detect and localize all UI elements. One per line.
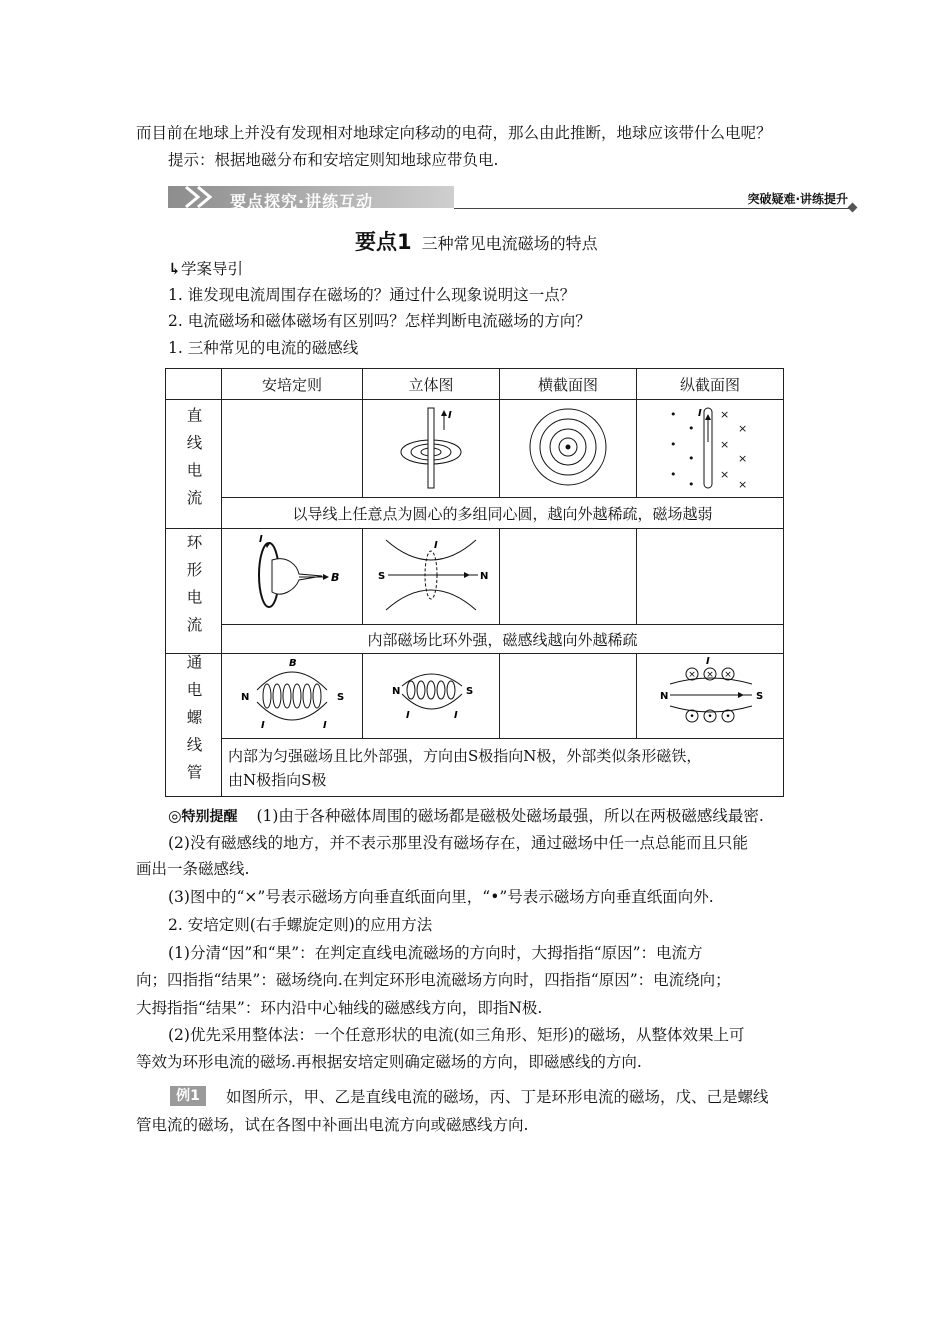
hint-text: 提示：根据地磁分布和安培定则知地球应带负电. (168, 151, 499, 169)
dot-symbol: • (670, 437, 677, 451)
ring-current-field-diagram (366, 530, 496, 620)
dot-symbol: • (689, 712, 695, 722)
method-line: 向；四指指“结果”：磁场绕向.在判定环形电流磁场方向时，四指指“原因”：电流绕向； (136, 971, 731, 989)
field-label: B (289, 658, 297, 669)
cell-empty (222, 400, 363, 498)
example-badge: 例1 (170, 1086, 206, 1106)
subheading-2: 2. 安培定则(右手螺旋定则)的应用方法 (168, 916, 433, 934)
cross-symbol: × (706, 670, 714, 680)
field-label: B (331, 570, 340, 584)
guide-label: 学案导引 (181, 260, 244, 278)
section-label: 要点1 (355, 230, 412, 254)
pole-label: N (480, 570, 489, 582)
row-label-text: 通电螺线管 (184, 654, 203, 792)
guide-arrow-icon: ↳ (168, 259, 181, 278)
current-label: I (448, 409, 452, 421)
method-line: 大拇指指“结果”：环内沿中心轴线的磁感线方向，即指N极. (136, 999, 543, 1017)
cross-symbol: × (738, 451, 748, 465)
cross-symbol: × (738, 477, 748, 491)
note-line: (2)没有磁感线的地方，并不表示那里没有磁场存在，通过磁场中任一点总能而且只能 (168, 834, 748, 852)
cell-solenoid-section (637, 654, 784, 739)
row-label (166, 529, 222, 654)
method-line: 等效为环形电流的磁场.再根据安培定则确定磁场的方向，即磁感线的方向. (136, 1053, 642, 1071)
straight-current-cross-diagram (503, 402, 633, 492)
cross-symbol: × (720, 437, 730, 451)
solenoid-hand-diagram (227, 654, 357, 734)
cross-symbol: × (688, 670, 696, 680)
straight-current-long-diagram (640, 402, 780, 492)
cell-empty (500, 529, 637, 625)
diamond-icon (848, 203, 858, 213)
banner-bar (168, 186, 454, 211)
dot-symbol: • (688, 477, 695, 491)
method-line: (2)优先采用整体法：一个任意形状的电流(如三角形、矩形)的磁场，从整体效果上可 (168, 1026, 745, 1044)
table-desc-row (166, 739, 784, 797)
current-label: I (406, 710, 410, 721)
pole-label: N (241, 692, 250, 703)
note-line: 画出一条磁感线. (136, 860, 250, 878)
note-label: 特别提醒 (181, 809, 238, 825)
intro-line: 而目前在地球上并没有发现相对地球定向移动的电荷，那么由此推断，地球应该带什么电呢？ (136, 124, 772, 142)
section-title: 三种常见电流磁场的特点 (421, 234, 598, 253)
pole-label: S (466, 686, 474, 697)
pole-label: S (756, 691, 764, 702)
current-label: I (323, 720, 327, 731)
note-target-icon: ◎ (168, 807, 182, 825)
guide-question-2: 2. 电流磁场和磁体磁场有区别吗？怎样判断电流磁场的方向？ (168, 312, 591, 330)
row-description: 内部磁场比环外强，磁感线越向外越稀疏 (222, 625, 784, 654)
cell-empty (500, 654, 637, 739)
row-label-text: 环形电流 (184, 534, 203, 644)
cross-symbol: × (720, 407, 730, 421)
magnetic-field-table (165, 368, 784, 797)
row-label-text: 直线电流 (184, 407, 203, 517)
table-row (166, 529, 784, 625)
table-header: 安培定则 (222, 369, 363, 400)
solenoid-section-diagram (640, 654, 780, 734)
note-line-1 (168, 805, 764, 828)
dot-symbol: • (670, 467, 677, 481)
dot-symbol: • (688, 421, 695, 435)
table-row (166, 654, 784, 739)
method-line: (1)分清“因”和“果”：在判定直线电流磁场的方向时，大拇指指“原因”：电流方 (168, 944, 703, 962)
table-header: 纵截面图 (637, 369, 784, 400)
cell-ring-hand (222, 529, 363, 625)
table-header-row (166, 369, 784, 400)
banner-rule (454, 208, 850, 209)
row-description: 以导线上任意点为圆心的多组同心圆，越向外越稀疏，磁场越弱 (222, 498, 784, 529)
table-desc-row (166, 498, 784, 529)
cross-symbol: × (720, 467, 730, 481)
double-chevron-icon (176, 186, 236, 208)
solenoid-3d-diagram (366, 654, 496, 734)
cell-straight-3d (363, 400, 500, 498)
cell-straight-cross (500, 400, 637, 498)
pole-label: S (378, 570, 386, 582)
dot-symbol: • (670, 407, 677, 421)
straight-current-3d-diagram (366, 402, 496, 492)
cell-solenoid-3d (363, 654, 500, 739)
banner-subtitle: 突破疑难·讲练提升 (747, 192, 848, 206)
cross-symbol: × (738, 421, 748, 435)
dot-symbol: • (707, 712, 713, 722)
current-label: I (706, 656, 710, 667)
cross-symbol: × (724, 670, 732, 680)
banner-title: 要点探究·讲练互动 (230, 192, 374, 211)
note-text: (1)由于各种磁体周围的磁场都是磁极处磁场最强，所以在两极磁感线最密. (256, 807, 764, 825)
pole-label: S (337, 692, 345, 703)
row-label (166, 654, 222, 797)
dot-symbol: • (688, 451, 695, 465)
current-label: I (454, 710, 458, 721)
cell-solenoid-hand (222, 654, 363, 739)
dot-symbol: • (725, 712, 731, 722)
row-description (222, 739, 784, 797)
table-header: 横截面图 (500, 369, 637, 400)
cell-ring-field (363, 529, 500, 625)
ring-current-hand-diagram (227, 530, 357, 620)
current-label: I (698, 407, 702, 419)
table-desc-row (166, 625, 784, 654)
example-line: 如图所示，甲、乙是直线电流的磁场，丙、丁是环形电流的磁场，戊、己是螺线 (226, 1088, 769, 1106)
cell-empty (637, 529, 784, 625)
table-row (166, 400, 784, 498)
table-header: 立体图 (363, 369, 500, 400)
table-corner (166, 369, 222, 400)
section-heading (355, 226, 598, 256)
cell-straight-long (637, 400, 784, 498)
pole-label: N (660, 691, 669, 702)
row-description-line: 内部为匀强磁场且比外部强，方向由S极指向N极，外部类似条形磁铁， (228, 746, 702, 765)
pole-label: N (392, 686, 401, 697)
row-label (166, 400, 222, 529)
row-description-line: 由N极指向S极 (228, 770, 327, 789)
current-label: I (259, 533, 263, 545)
guide-heading (168, 258, 243, 280)
current-label: I (434, 539, 438, 551)
section-banner (168, 184, 858, 212)
guide-question-1: 1. 谁发现电流周围存在磁场的？通过什么现象说明这一点？ (168, 286, 576, 304)
example-line: 管电流的磁场，试在各图中补画出电流方向或磁感线方向. (136, 1116, 529, 1134)
subheading-1: 1. 三种常见的电流的磁感线 (168, 339, 359, 357)
note-line: (3)图中的“×”号表示磁场方向垂直纸面向里，“•”号表示磁场方向垂直纸面向外. (168, 888, 714, 906)
current-label: I (261, 720, 265, 731)
